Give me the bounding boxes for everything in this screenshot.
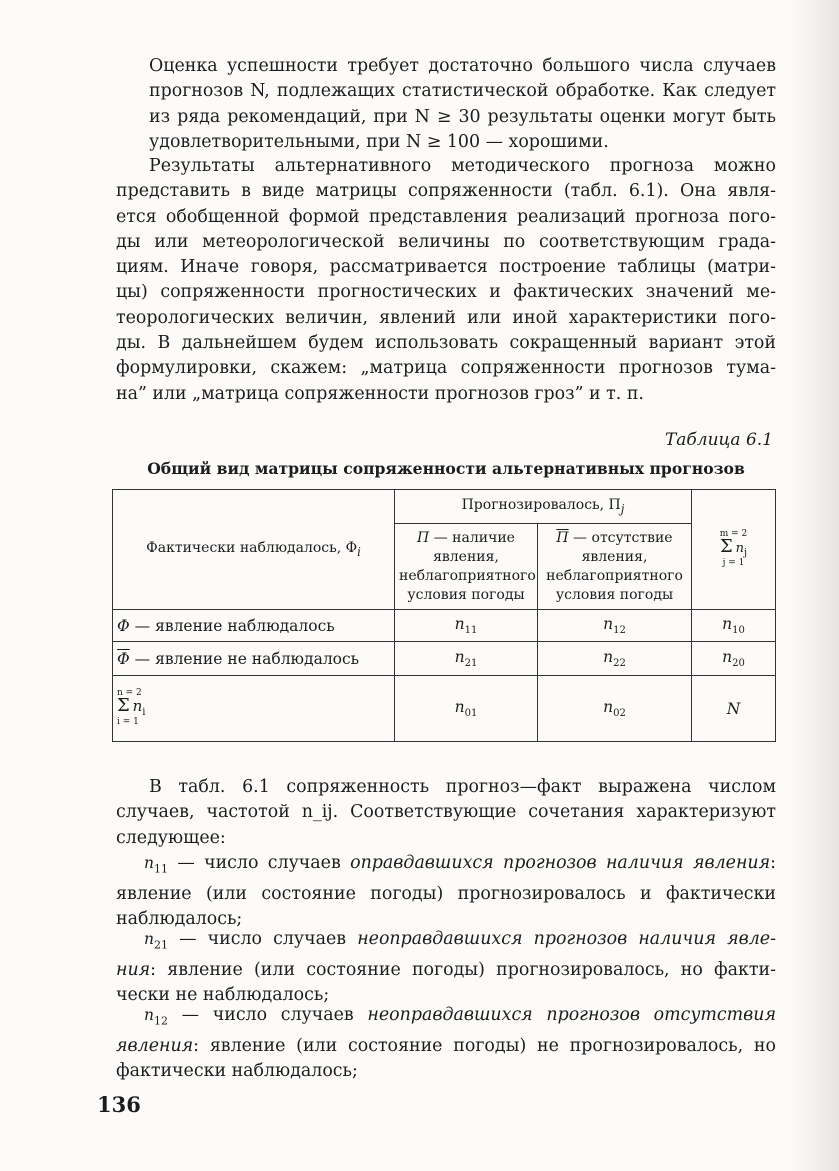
row2-symbol: $\overline{\Phi}$	[117, 649, 130, 668]
observed-header-cell	[113, 490, 395, 610]
observed-header-sub: i	[357, 544, 361, 559]
forecast-header-sub: j	[620, 501, 625, 516]
term-italic: неоправдавшихся прогнозов наличия явле-	[357, 929, 776, 949]
term-italic: оправдавшихся прогнозов наличия явления	[350, 853, 771, 873]
sigma-icon: Σ	[719, 536, 733, 558]
row-observed-no	[113, 642, 395, 676]
paragraph-sample-size	[116, 54, 776, 155]
observed-header: Фактически наблюдалось, Φ	[146, 540, 358, 557]
cell-n12: $n_{12}$	[538, 610, 692, 642]
forecast-header: Прогнозировалось, П	[461, 497, 621, 514]
text-line: на” или „матрица сопряженности прогнозов гроз” и т. п.	[116, 383, 644, 404]
row2-text: — явление не наблюдалось	[129, 649, 360, 668]
paragraph-n11	[116, 851, 776, 932]
forecast-absence-header	[538, 524, 692, 610]
row-observed-yes	[113, 610, 395, 642]
paragraph-n21	[116, 927, 776, 1008]
text-line: В табл. 6.1 сопряженность прогноз—факт выражена числом	[149, 777, 776, 797]
forecast-header-cell	[395, 490, 692, 524]
forecast-presence-header	[395, 524, 538, 610]
term-italic: ния	[116, 959, 151, 980]
term-italic: явления	[116, 1035, 194, 1056]
table-caption: Таблица 6.1	[664, 430, 773, 450]
text-line: $n_{12}$ — число случаев неоправдавшихся прогнозов отсутствия	[144, 1005, 776, 1028]
text-line: формулировки, скажем: „матрица сопряженности прогнозов тума-	[116, 358, 776, 379]
paragraph-frequency	[116, 775, 776, 851]
cell-n22: $n_{22}$	[538, 642, 692, 676]
text-line: наблюдалось;	[116, 909, 243, 930]
sum-j-formula	[720, 530, 748, 568]
text-line: представить в виде матрицы сопряженности (табл. 6.1). Она явля-	[116, 181, 776, 202]
text-line: чески не наблюдалось;	[116, 985, 330, 1006]
sum-i-formula	[117, 689, 145, 727]
page-number: 136	[97, 1092, 141, 1117]
cell-n21: $n_{21}$	[395, 642, 538, 676]
text-line: удовлетворительными, при N ≥ 100 — хорошими.	[149, 131, 609, 152]
sum-j-lower: j = 1	[722, 557, 745, 568]
text-line: фактически наблюдалось;	[116, 1061, 358, 1082]
cell-n11: $n_{11}$	[395, 610, 538, 642]
text-line: $n_{21}$ — число случаев неоправдавшихся прогнозов наличия явле-	[144, 929, 776, 952]
text-line: цы) сопряженности прогностических и фактических значений ме-	[116, 282, 776, 303]
cell-n10: $n_{10}$	[692, 610, 776, 642]
sum-i-var: n	[132, 697, 143, 715]
sum-j-var: n	[735, 541, 744, 557]
cell-n20: $n_{20}$	[692, 642, 776, 676]
text-line: ды или метеорологической величины по соответствующим града-	[116, 231, 776, 252]
text-line: ния: явление (или состояние погоды) прогнозировалось, но факти-	[116, 959, 776, 980]
sum-j-header	[692, 490, 776, 610]
text-line: явление (или состояние погоды) прогнозировалось и фактически	[116, 883, 776, 904]
sum-i-varsub: i	[142, 707, 146, 718]
cell-n02: $n_{02}$	[538, 676, 692, 742]
sum-j-varsub: j	[743, 547, 748, 559]
text-line: Результаты альтернативного методического прогноза можно	[149, 156, 776, 176]
paragraph-n12	[116, 1003, 776, 1084]
row-sum-i	[113, 676, 395, 742]
term-italic: неоправдавшихся прогнозов отсутствия	[367, 1005, 776, 1025]
text-line: Оценка успешности требует достаточно большого числа случаев	[149, 56, 776, 76]
col1-symbol: П	[417, 529, 430, 546]
paragraph-contingency-intro	[116, 154, 776, 407]
text-line: $n_{11}$ — число случаев оправдавшихся прогнозов наличия явления:	[144, 853, 776, 876]
page-edge-shadow	[790, 0, 839, 1171]
sigma-icon: Σ	[117, 695, 130, 716]
text-line: следующее:	[116, 827, 226, 848]
text-line: ется обобщенной формой представления реализаций прогноза пого-	[116, 206, 776, 227]
text-line: явления: явление (или состояние погоды) не прогнозировалось, но	[116, 1035, 776, 1056]
col2-text: — отсутствие явления, неблагоприятного условия погоды	[546, 529, 683, 603]
text-line: прогнозов N, подлежащих статистической обработке. Как следует	[149, 81, 776, 102]
cell-n01: $n_{01}$	[395, 676, 538, 742]
text-line: случаев, частотой n_ij. Соответствующие сочетания характеризуют	[116, 802, 776, 823]
text-line: из ряда рекомендаций, при N ≥ 30 результаты оценки могут быть	[149, 106, 776, 127]
sum-i-upper: n = 2	[117, 688, 142, 698]
table-title: Общий вид матрицы сопряженности альтернативных прогнозов	[147, 459, 745, 478]
sum-i-lower: i = 1	[117, 717, 139, 727]
contingency-table	[112, 489, 776, 742]
col1-text: — наличие явления, неблагоприятного условия погоды	[399, 529, 536, 603]
text-line: циям. Иначе говоря, рассматривается построение таблицы (матри-	[116, 257, 776, 278]
col2-symbol: П	[556, 529, 569, 546]
sum-j-upper: m = 2	[719, 529, 748, 540]
text-line: теорологических величин, явлений или иной характеристики пого-	[116, 307, 776, 328]
cell-total: N	[692, 676, 776, 742]
text-line: ды. В дальнейшем будем использовать сокращенный вариант этой	[116, 333, 776, 354]
row1-symbol: Φ	[117, 616, 130, 635]
row1-text: — явление наблюдалось	[129, 616, 335, 635]
